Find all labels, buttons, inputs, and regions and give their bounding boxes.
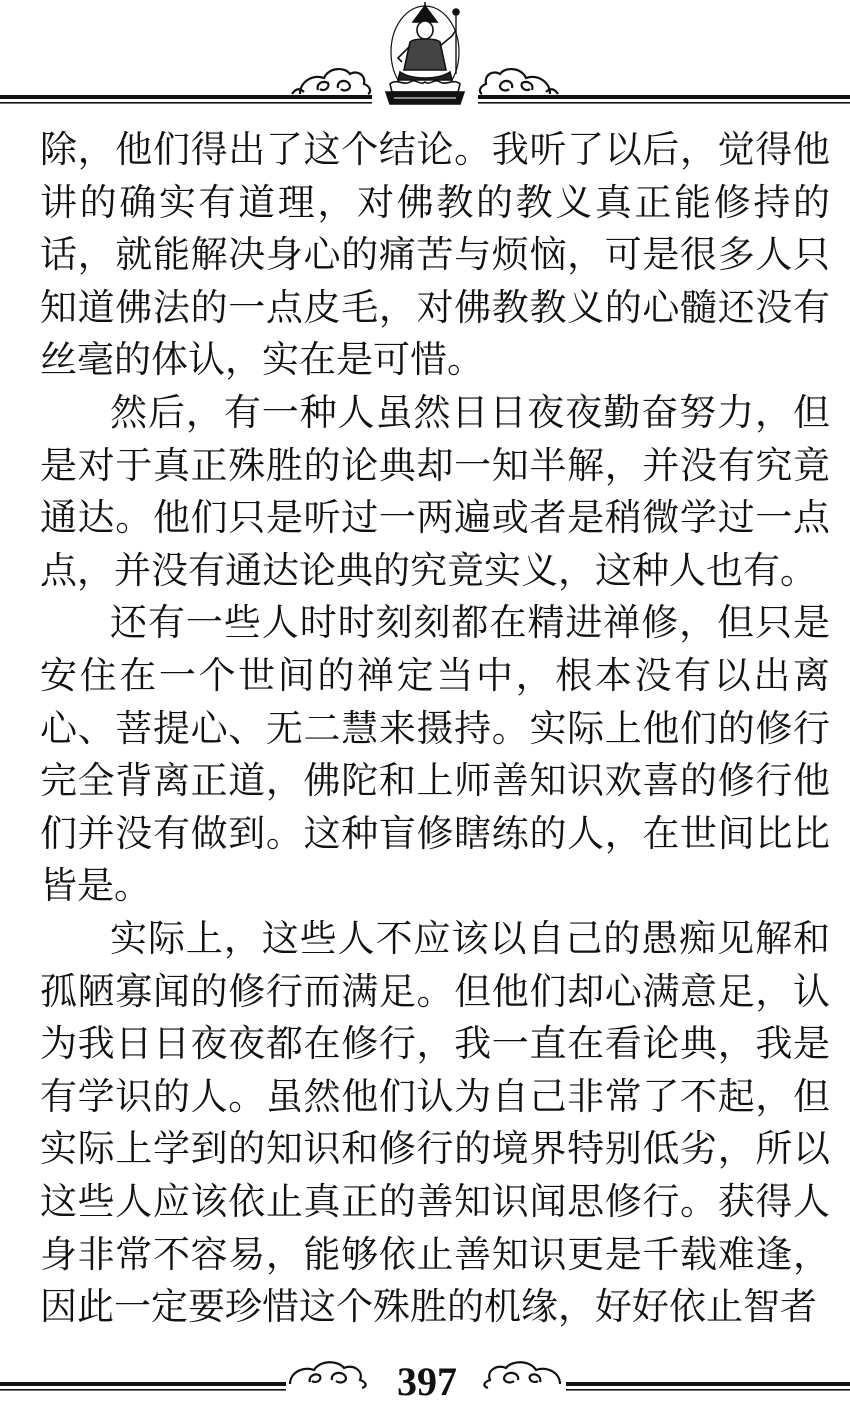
page-number: 397 bbox=[397, 1359, 457, 1404]
text-line: 除，他们得出了这个结论。我听了以后，觉得他 bbox=[40, 128, 830, 171]
header-rule-right bbox=[478, 95, 850, 104]
header-ornament-graphic bbox=[0, 0, 850, 118]
cloud-scroll-left-icon bbox=[292, 69, 370, 94]
text-line: 这些人应该依止真正的善知识闻思修行。获得人 bbox=[40, 1180, 830, 1223]
text-line: 身非常不容易，能够依止善知识更是千载难逢， bbox=[40, 1232, 830, 1276]
text-line: 因此一定要珍惜这个殊胜的机缘，好好依止智者 bbox=[40, 1285, 817, 1329]
text-line: 实际上学到的知识和修行的境界特别低劣，所以 bbox=[40, 1127, 830, 1171]
text-line: 讲的确实有道理，对佛教的教义真正能修持的 bbox=[40, 180, 830, 224]
footer-rule-right bbox=[566, 1382, 850, 1391]
text-line: 通达。他们只是听过一两遍或者是稍微学过一点 bbox=[40, 496, 830, 540]
footer bbox=[0, 1338, 850, 1426]
header-rule-left bbox=[0, 95, 372, 104]
text-line: 孤陋寡闻的修行而满足。但他们却心满意足，认 bbox=[40, 969, 830, 1013]
text-line: 还有一些人时时刻刻都在精进禅修，但只是 bbox=[110, 601, 830, 645]
text-line: 完全背离正道，佛陀和上师善知识欢喜的修行他 bbox=[40, 759, 830, 803]
header-ornament bbox=[0, 0, 850, 118]
cloud-scroll-right-icon bbox=[480, 69, 558, 94]
footer-cloud-right-icon bbox=[484, 1362, 560, 1388]
text-line: 实际上，这些人不应该以自己的愚痴见解和 bbox=[110, 917, 830, 960]
text-line: 有学识的人。虽然他们认为自己非常了不起，但 bbox=[40, 1074, 830, 1118]
text-line: 然后，有一种人虽然日日夜夜勤奋努力，但 bbox=[110, 391, 830, 434]
text-line: 话，就能解决身心的痛苦与烦恼，可是很多人只 bbox=[40, 233, 830, 277]
footer-rule-left bbox=[0, 1382, 286, 1391]
deity-figure-icon bbox=[386, 2, 464, 104]
text-line: 皆是。 bbox=[40, 864, 151, 908]
footer-cloud-left-icon bbox=[290, 1362, 366, 1388]
text-line: 点，并没有通达论典的究竟实义，这种人也有。 bbox=[40, 548, 817, 592]
text-line: 为我日日夜夜都在修行，我一直在看论典，我是 bbox=[40, 1022, 830, 1066]
text-line: 安住在一个世间的禅定当中，根本没有以出离 bbox=[40, 654, 830, 697]
text-line: 心、菩提心、无二慧来摄持。实际上他们的修行 bbox=[40, 706, 830, 750]
text-line: 丝毫的体认，实在是可惜。 bbox=[40, 338, 484, 382]
text-line: 知道佛法的一点皮毛，对佛教教义的心髓还没有 bbox=[40, 285, 830, 329]
text-line: 们并没有做到。这种盲修瞎练的人，在世间比比 bbox=[40, 811, 830, 855]
text-line: 是对于真正殊胜的论典却一知半解，并没有究竟 bbox=[40, 443, 830, 487]
